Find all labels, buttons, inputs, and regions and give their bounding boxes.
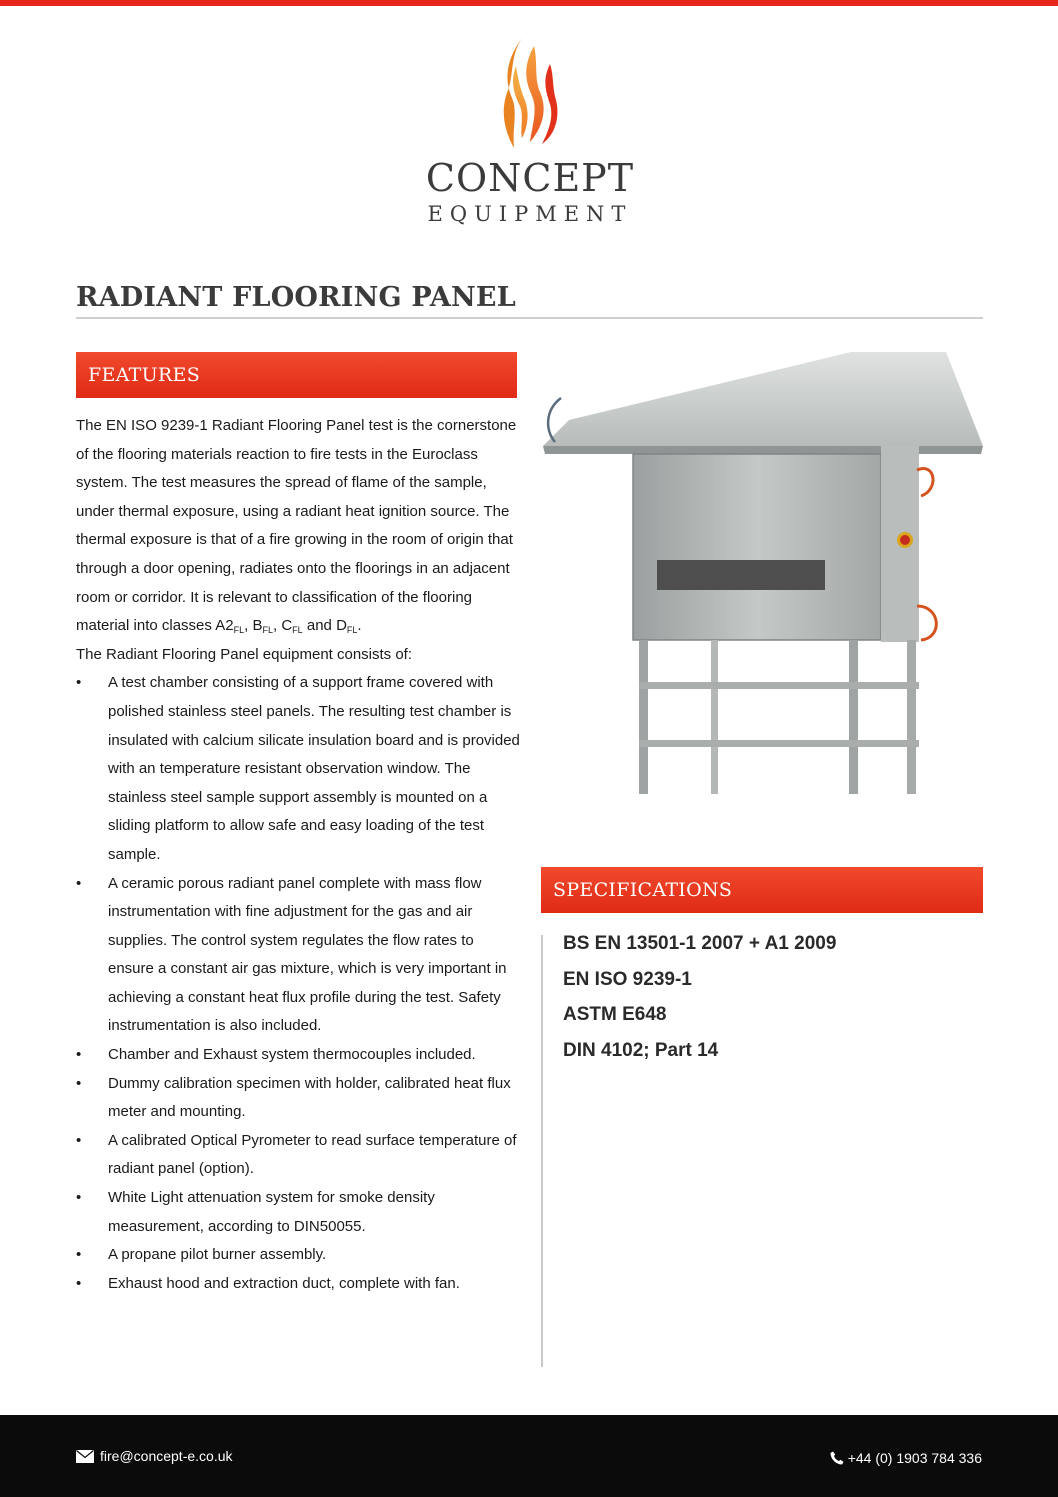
page-title: RADIANT FLOORING PANEL bbox=[76, 282, 516, 313]
class-sub: FL bbox=[262, 625, 273, 636]
separator: , bbox=[272, 617, 282, 635]
features-body bbox=[76, 412, 521, 1298]
intro-text: The EN ISO 9239-1 Radiant Flooring Panel test is the cornerstone of the flooring materials reaction to fire tests in the Euroclass system. The test measures the spread of flame of the sample, under thermal exposure, using a radiant heat ignition source. The thermal exposure is that of a fire growing in the room of origin that through a door opening, radiates onto the floorings in an adjacent room or corridor. It is relevant to classification of the flooring material into classes bbox=[76, 417, 517, 635]
list-item: • Exhaust hood and extraction duct, complete with fan. bbox=[76, 1270, 521, 1299]
phone-icon bbox=[830, 1451, 844, 1465]
specs-divider bbox=[541, 935, 543, 1367]
class-sub: FL bbox=[292, 625, 303, 636]
class-a2: A2 bbox=[215, 617, 234, 635]
spec-item: EN ISO 9239-1 bbox=[563, 968, 692, 990]
list-item: • A propane pilot burner assembly. bbox=[76, 1241, 521, 1270]
class-b: B bbox=[252, 617, 263, 635]
class-sub: FL bbox=[233, 625, 245, 636]
features-list bbox=[76, 669, 521, 1298]
spec-item: ASTM E648 bbox=[563, 1004, 667, 1025]
features-heading: FEATURES bbox=[76, 352, 517, 398]
separator: , bbox=[244, 617, 253, 635]
list-item: • Chamber and Exhaust system thermocouples included. bbox=[76, 1041, 521, 1070]
list-item: • A calibrated Optical Pyrometer to read surface temperature of radiant panel (option). bbox=[76, 1127, 521, 1184]
phone-number[interactable]: +44 (0) 1903 784 336 bbox=[847, 1450, 982, 1466]
specifications-heading: SPECIFICATIONS bbox=[541, 867, 983, 913]
separator: and bbox=[302, 617, 337, 635]
class-c: C bbox=[281, 617, 293, 635]
spec-item: DIN 4102; Part 14 bbox=[563, 1039, 719, 1061]
class-d: D bbox=[336, 617, 347, 635]
features-intro bbox=[76, 412, 521, 641]
top-accent-rule bbox=[0, 0, 1058, 6]
specifications-list bbox=[563, 926, 836, 1068]
brand-name-line2: EQUIPMENT bbox=[427, 202, 633, 226]
list-item: • A ceramic porous radiant panel complete with mass flow instrumentation with fine adjustment for the gas and air supplies. The control system regulates the flow rates to ensure a constant air gas mixture, which is very important in achieving a constant heat flux profile during the test. Safety instrumentation is also included. bbox=[76, 870, 521, 1042]
title-divider bbox=[76, 317, 983, 319]
product-photo bbox=[541, 350, 983, 794]
separator: . bbox=[357, 617, 362, 635]
brand-name-line1: CONCEPT bbox=[425, 156, 635, 200]
list-item: • White Light attenuation system for smoke density measurement, according to DIN50055. bbox=[76, 1184, 521, 1241]
brand-logo bbox=[410, 38, 650, 233]
email-link[interactable]: fire@concept-e.co.uk bbox=[100, 1448, 233, 1464]
spec-item: BS EN 13501-1 2007 + A1 2009 bbox=[563, 933, 837, 954]
footer-email[interactable] bbox=[76, 1448, 233, 1464]
footer-phone[interactable] bbox=[830, 1450, 982, 1466]
list-item: • A test chamber consisting of a support frame covered with polished stainless steel panels. The resulting test chamber is insulated with calcium silicate insulation board and is provided with an temperature resistant observation window. The stainless steel sample support assembly is mounted on a sliding platform to allow safe and easy loading of the test sample. bbox=[76, 669, 521, 869]
flame-logo-icon bbox=[502, 38, 558, 150]
list-item: • Dummy calibration specimen with holder, calibrated heat flux meter and mounting. bbox=[76, 1070, 521, 1127]
mail-icon bbox=[76, 1450, 94, 1463]
class-sub: FL bbox=[346, 625, 358, 636]
consists-of-intro: The Radiant Flooring Panel equipment consists of: bbox=[76, 645, 413, 663]
